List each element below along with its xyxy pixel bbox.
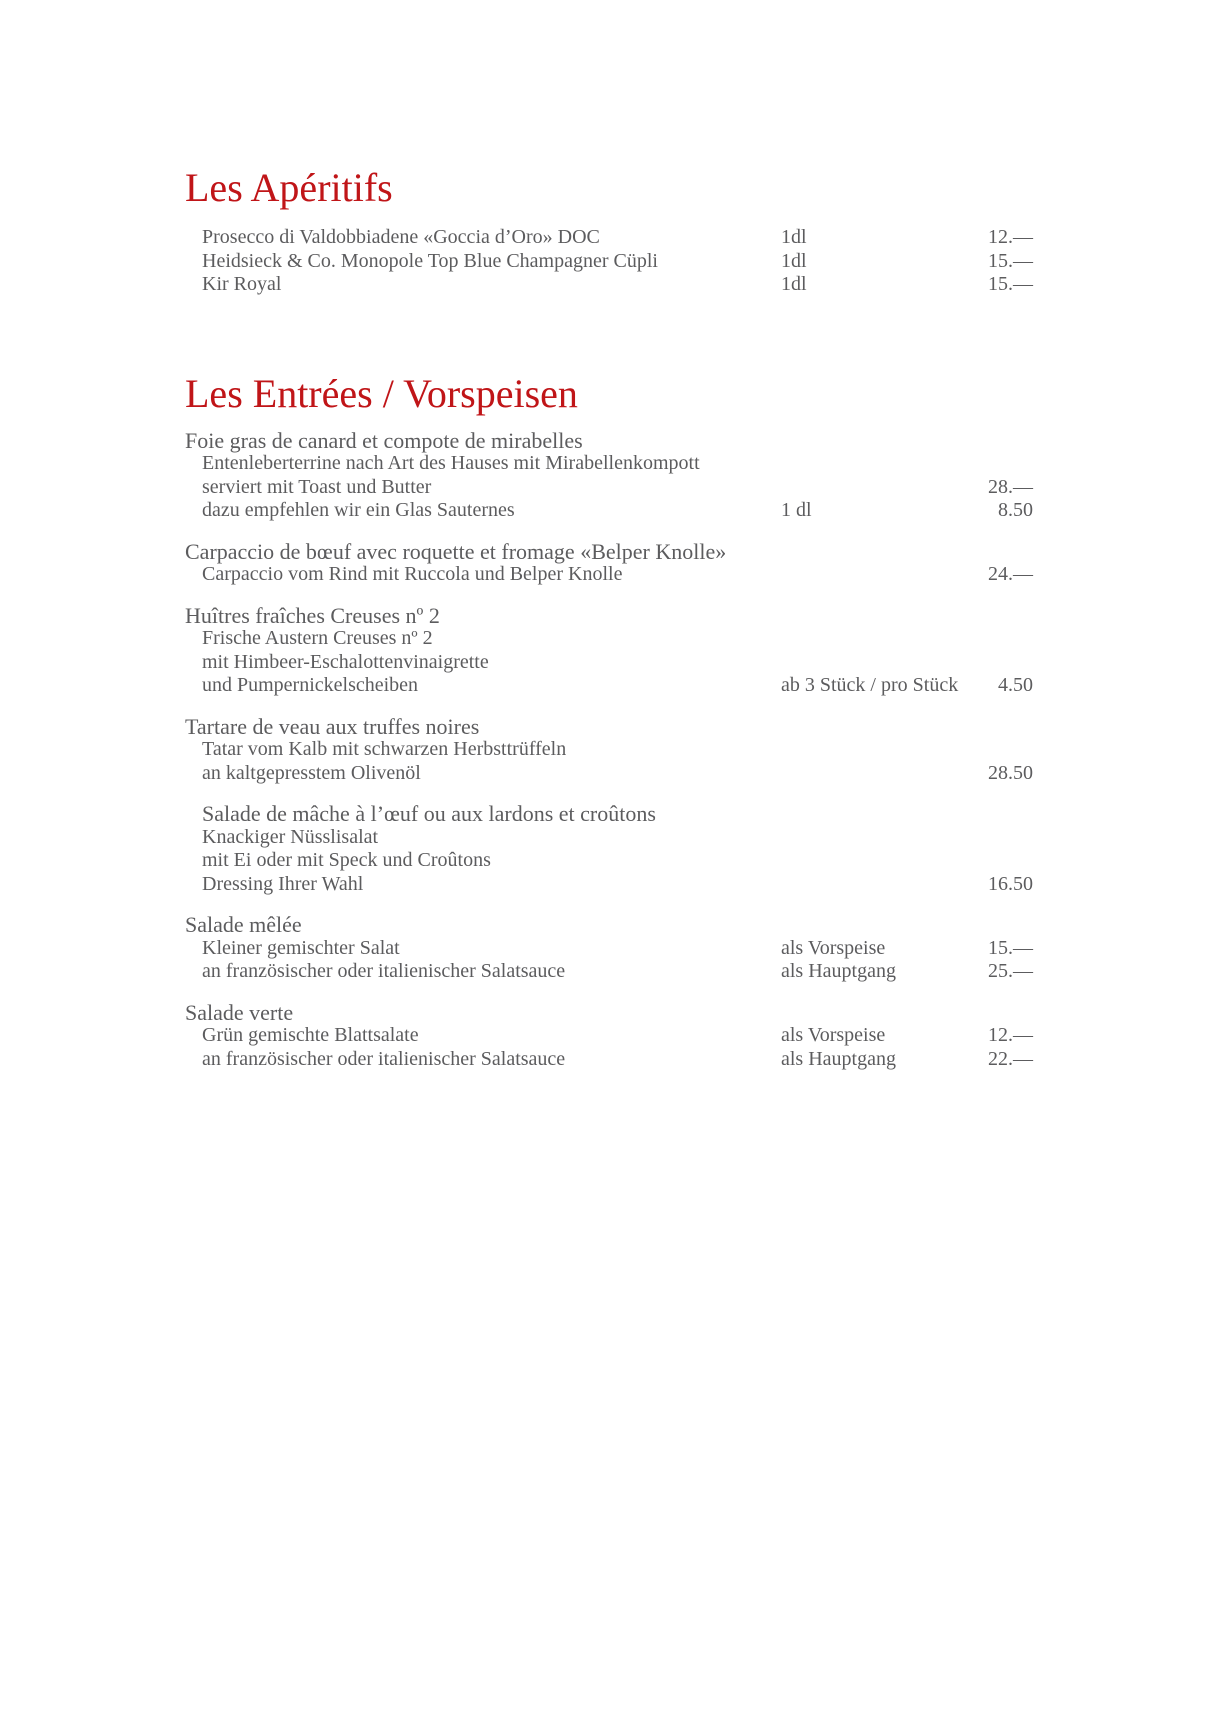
item-portion bbox=[781, 540, 976, 564]
menu-line bbox=[185, 250, 1033, 274]
menu-line bbox=[185, 627, 1033, 651]
menu-line bbox=[185, 762, 1033, 786]
item-text: an französischer oder italienischer Salatsauce bbox=[202, 1047, 566, 1070]
item-text: Salade mêlée bbox=[185, 912, 302, 937]
item-price bbox=[976, 452, 1033, 476]
item-text: Tatar vom Kalb mit schwarzen Herbsttrüffeln bbox=[202, 738, 567, 760]
menu-line bbox=[185, 226, 1033, 250]
menu-group bbox=[185, 1001, 1033, 1072]
item-price: 22.— bbox=[988, 1047, 1033, 1070]
item-text: Dressing Ihrer Wahl bbox=[202, 872, 364, 895]
item-portion bbox=[781, 604, 976, 628]
item-portion bbox=[781, 429, 976, 453]
item-text: Carpaccio vom Rind mit Ruccola und Belper Knolle bbox=[202, 563, 623, 585]
menu-group bbox=[185, 429, 1033, 523]
item-text: mit Ei oder mit Speck und Croûtons bbox=[202, 849, 491, 871]
menu-content bbox=[185, 160, 1033, 1071]
item-portion bbox=[781, 873, 976, 897]
item-portion bbox=[781, 651, 976, 675]
item-portion bbox=[781, 476, 976, 500]
menu-line bbox=[185, 476, 1033, 500]
section-heading: Les Entrées / Vorspeisen bbox=[185, 370, 578, 416]
menu-group bbox=[185, 913, 1033, 984]
item-text: Huîtres fraîches Creuses nº 2 bbox=[185, 602, 440, 628]
menu-group bbox=[185, 540, 1033, 587]
item-text: Salade verte bbox=[185, 999, 294, 1025]
item-price bbox=[976, 826, 1033, 850]
menu-line bbox=[185, 738, 1033, 762]
item-price bbox=[976, 429, 1033, 453]
item-price bbox=[976, 627, 1033, 651]
item-portion bbox=[781, 627, 976, 651]
menu-line bbox=[185, 273, 1033, 297]
item-text: Foie gras de canard et compote de mirabelles bbox=[185, 427, 583, 453]
item-text: dazu empfehlen wir ein Glas Sauternes bbox=[202, 499, 515, 521]
item-text: serviert mit Toast und Butter bbox=[202, 475, 432, 498]
menu-line bbox=[185, 802, 1033, 826]
section-groups bbox=[185, 429, 1033, 1072]
item-text: Grün gemischte Blattsalate bbox=[202, 1024, 419, 1046]
item-portion bbox=[781, 826, 976, 850]
item-text: Heidsieck & Co. Monopole Top Blue Champagner Cüpli bbox=[202, 249, 658, 272]
menu-group bbox=[185, 802, 1033, 896]
item-text: Carpaccio de bœuf avec roquette et fromage «Belper Knolle» bbox=[185, 538, 727, 564]
item-text: Knackiger Nüsslisalat bbox=[202, 825, 379, 848]
item-price: 12.— bbox=[988, 226, 1033, 248]
item-portion: als Hauptgang bbox=[781, 1047, 896, 1070]
menu-group bbox=[185, 604, 1033, 698]
menu-line bbox=[185, 674, 1033, 698]
item-text: Salade de mâche à l’œuf ou aux lardons et croûtons bbox=[202, 801, 656, 826]
item-portion: als Vorspeise bbox=[781, 936, 886, 959]
item-price: 24.— bbox=[988, 563, 1033, 585]
item-portion bbox=[781, 452, 976, 476]
item-price: 25.— bbox=[988, 960, 1033, 982]
menu-line bbox=[185, 540, 1033, 564]
menu-line bbox=[185, 1024, 1033, 1048]
item-price bbox=[976, 715, 1033, 739]
item-text: und Pumpernickelscheiben bbox=[202, 674, 419, 696]
item-portion bbox=[781, 715, 976, 739]
item-text: Kir Royal bbox=[202, 273, 282, 295]
item-price bbox=[976, 651, 1033, 675]
menu-line bbox=[185, 1001, 1033, 1025]
item-portion: ab 3 Stück / pro Stück bbox=[781, 674, 959, 696]
menu-group bbox=[185, 715, 1033, 786]
menu-line bbox=[185, 1048, 1033, 1072]
item-portion bbox=[781, 738, 976, 762]
item-portion: 1dl bbox=[781, 249, 807, 272]
item-price: 15.— bbox=[988, 936, 1033, 959]
item-price bbox=[976, 802, 1033, 826]
item-portion: 1dl bbox=[781, 226, 807, 248]
item-price bbox=[976, 540, 1033, 564]
item-text: Entenleberterrine nach Art des Hauses mit Mirabellenkompott bbox=[202, 452, 700, 474]
menu-line bbox=[185, 429, 1033, 453]
menu-line bbox=[185, 604, 1033, 628]
item-price bbox=[976, 738, 1033, 762]
item-portion: als Vorspeise bbox=[781, 1024, 886, 1046]
item-text: Tartare de veau aux truffes noires bbox=[185, 713, 480, 739]
menu-line bbox=[185, 873, 1033, 897]
menu-line bbox=[185, 937, 1033, 961]
item-text: Frische Austern Creuses nº 2 bbox=[202, 627, 433, 649]
item-portion bbox=[781, 563, 976, 587]
menu-line bbox=[185, 715, 1033, 739]
item-text: Kleiner gemischter Salat bbox=[202, 936, 400, 959]
item-portion bbox=[781, 849, 976, 873]
item-price: 15.— bbox=[988, 249, 1033, 272]
item-text: an französischer oder italienischer Salatsauce bbox=[202, 960, 566, 982]
menu-line bbox=[185, 651, 1033, 675]
item-portion: 1dl bbox=[781, 273, 807, 295]
menu-line bbox=[185, 849, 1033, 873]
menu-section bbox=[185, 165, 1033, 297]
menu-line bbox=[185, 913, 1033, 937]
item-text: Prosecco di Valdobbiadene «Goccia d’Oro» DOC bbox=[202, 226, 600, 248]
item-price bbox=[976, 849, 1033, 873]
item-portion bbox=[781, 913, 976, 937]
item-price: 28.— bbox=[988, 475, 1033, 498]
item-text: an kaltgepresstem Olivenöl bbox=[202, 761, 421, 784]
item-price: 16.50 bbox=[988, 872, 1033, 895]
item-price: 8.50 bbox=[998, 499, 1033, 521]
section-heading: Les Apéritifs bbox=[185, 165, 393, 210]
item-price bbox=[976, 913, 1033, 937]
item-price: 12.— bbox=[988, 1024, 1033, 1046]
menu-line bbox=[185, 499, 1033, 523]
item-portion bbox=[781, 762, 976, 786]
item-portion: 1 dl bbox=[781, 499, 812, 521]
item-price bbox=[976, 1001, 1033, 1025]
item-price: 15.— bbox=[988, 273, 1033, 295]
item-portion bbox=[781, 1001, 976, 1025]
item-text: mit Himbeer-Eschalottenvinaigrette bbox=[202, 650, 489, 673]
item-portion bbox=[781, 802, 976, 826]
menu-line bbox=[185, 563, 1033, 587]
item-price: 4.50 bbox=[998, 674, 1033, 696]
section-groups bbox=[185, 226, 1033, 297]
menu-group bbox=[185, 226, 1033, 297]
menu-line bbox=[185, 452, 1033, 476]
item-portion: als Hauptgang bbox=[781, 960, 896, 982]
item-price: 28.50 bbox=[988, 761, 1033, 784]
menu-line bbox=[185, 826, 1033, 850]
menu-line bbox=[185, 960, 1033, 984]
menu-section bbox=[185, 371, 1033, 1072]
item-price bbox=[976, 604, 1033, 628]
